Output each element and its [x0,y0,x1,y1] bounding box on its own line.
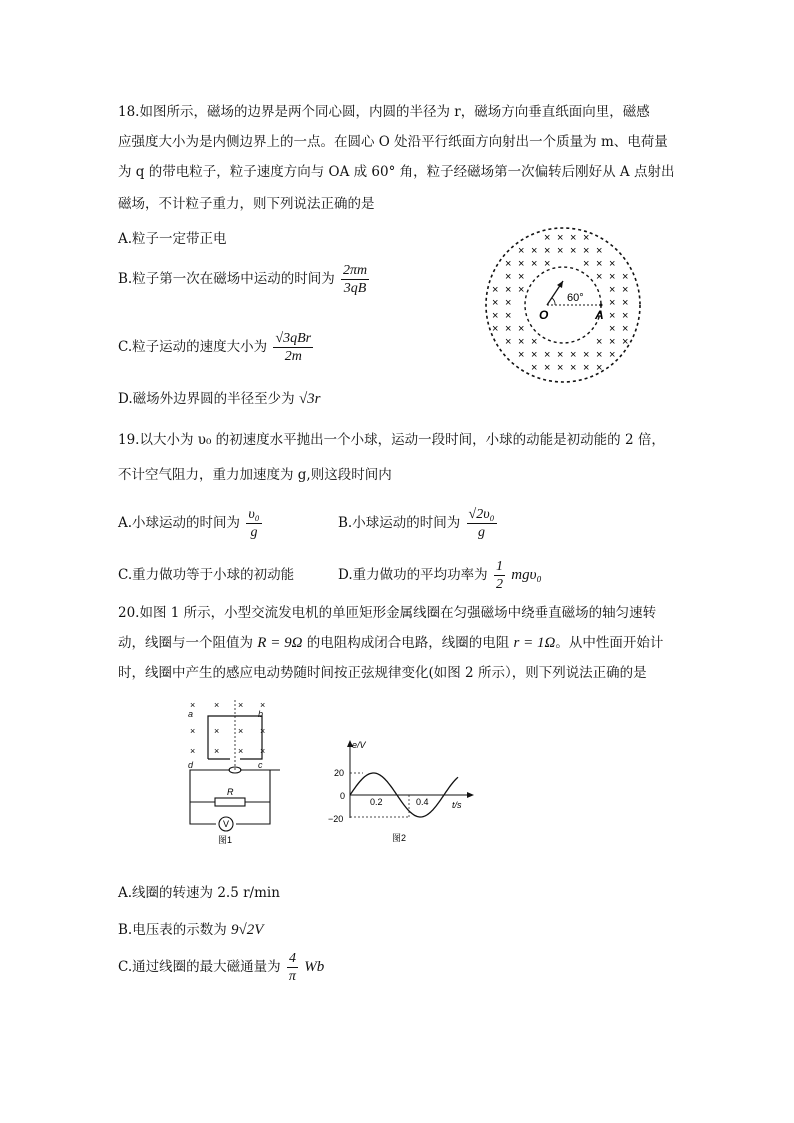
field-cross: × [531,362,538,374]
q18-option-d [118,390,321,408]
field-cross: × [557,232,564,244]
field-cross: × [531,258,538,270]
q20-line2-part-a: 动，线圈与一个阻值为 [118,635,258,651]
q20-line3: 时，线圈中产生的感应电动势随时间按正弦规律变化(如图 2 所示），则下列说法正确的是 [118,665,647,681]
y-tick-20: 20 [334,768,345,778]
field-cross: × [583,245,590,257]
arrow-head [557,281,563,288]
fraction-denominator: π [288,969,296,984]
y-tick-0: 0 [340,791,346,801]
q20-option-c-tail: Wb [304,959,325,975]
fraction-numerator: υ₀ [248,507,260,522]
q20-line2-part-b: 的电阻构成闭合电路，线圈的电阻 [302,635,514,651]
resistor [215,798,245,806]
q20-line2-part-c: 。从中性面开始计 [555,635,664,651]
field-cross: × [596,258,603,270]
label-b: b [258,709,264,719]
fraction-denominator: 2m [284,349,302,364]
field-cross: × [505,297,512,309]
field-cross: × [609,323,616,335]
field-cross: × [570,232,577,244]
angle-arc [552,298,555,305]
field-cross: × [557,349,564,361]
field-cross: × [531,336,538,348]
figure2-caption: 图2 [392,833,407,843]
fraction-numerator: √3qBr [275,331,312,346]
field-cross: × [518,258,525,270]
field-cross: × [544,362,551,374]
field-cross: × [518,245,525,257]
q18-option-c [118,330,315,365]
x-axis-arrow [467,792,474,798]
field-cross: × [492,284,499,296]
field-cross: × [260,700,266,710]
magnetic-field-crosses [492,232,628,374]
field-cross: × [492,297,499,309]
field-cross: × [609,297,616,309]
q19-option-c: C.重力做功等于小球的初动能 [118,567,295,583]
field-cross: × [505,336,512,348]
resistor-label: R [227,787,234,797]
field-cross: × [609,310,616,322]
field-cross: × [518,271,525,283]
field-cross: × [518,323,525,335]
q18-option-d-math: √3r [298,391,321,407]
field-cross: × [505,271,512,283]
label-c: c [258,760,263,770]
fraction-numerator: 2πm [343,263,368,278]
field-cross: × [544,245,551,257]
field-cross: × [238,700,244,710]
field-cross: × [238,746,244,756]
field-cross: × [570,245,577,257]
field-cross: × [214,746,220,756]
q19-line1: 19.以大小为 υ₀ 的初速度水平抛出一个小球，运动一段时间，小球的动能是初动能的 2 倍， [118,432,665,448]
center-label-o: O [539,308,549,322]
field-cross: × [609,258,616,270]
label-d: d [188,760,194,770]
label-a: a [188,709,194,719]
q19-option-a [118,506,264,541]
wire-right [236,770,270,824]
q18-option-b-fraction [341,262,369,297]
field-cross: × [596,362,603,374]
field-cross: × [505,258,512,270]
field-crosses [190,700,265,756]
field-cross: × [544,232,551,244]
angle-label: 60° [567,292,584,304]
x-tick-0-2: 0.2 [370,797,383,807]
q18-option-c-fraction [273,330,313,365]
field-cross: × [609,336,616,348]
field-cross: × [518,336,525,348]
fraction-denominator: 3qB [343,281,367,296]
figure1-caption: 图1 [218,835,233,845]
field-cross: × [531,245,538,257]
q20-option-b-math: 9√2V [231,922,264,938]
q19-option-a-text: A.小球运动的时间为 [118,515,241,531]
q18-magnetic-field-figure [483,225,643,385]
fraction-denominator: g [250,525,258,540]
fraction-numerator: 1 [495,559,503,574]
fraction-numerator: 4 [288,951,296,966]
field-cross: × [544,349,551,361]
y-tick-neg20: −20 [328,814,344,824]
q19-option-a-fraction [246,506,261,541]
q19-option-b [338,506,499,541]
field-cross: × [190,746,196,756]
field-cross: × [557,362,564,374]
field-cross: × [596,271,603,283]
field-cross: × [518,284,525,296]
field-cross: × [583,362,590,374]
field-cross: × [492,310,499,322]
field-cross: × [596,245,603,257]
field-cross: × [609,349,616,361]
q19-option-b-text: B.小球运动的时间为 [338,515,461,531]
field-cross: × [505,310,512,322]
point-a-dot [600,304,603,307]
field-cross: × [492,323,499,335]
field-cross: × [583,349,590,361]
q19-option-d-fraction [494,558,505,593]
q18-option-b-text: B.粒子第一次在磁场中运动的时间为 [118,271,335,287]
q18-line1: 18.如图所示，磁场的边界是两个同心圆，内圆的半径为 r，磁场方向垂直纸面向里，磁感 [118,104,650,120]
q20-option-c [118,950,324,985]
q19-line2: 不计空气阻力，重力加速度为 g,则这段时间内 [118,467,392,483]
field-cross: × [609,284,616,296]
q18-line4: 磁场，不计粒子重力，则下列说法正确的是 [118,196,375,212]
field-cross: × [596,349,603,361]
q20-resistance-r-big: R = 9Ω [257,635,303,651]
q19-option-b-fraction [467,506,497,541]
fraction-denominator: 2 [495,577,503,592]
field-cross: × [622,310,629,322]
q18-line2: 应强度大小为是内侧边界上的一点。在圆心 O 处沿平行纸面方向射出一个质量为 m、电荷量 [118,134,668,150]
field-cross: × [190,726,196,736]
field-cross: × [214,726,220,736]
q20-line1: 20.如图 1 所示，小型交流发电机的单匝矩形金属线圈在匀强磁场中绕垂直磁场的轴匀速转 [118,605,657,621]
field-cross: × [260,726,266,736]
field-cross: × [544,258,551,270]
field-cross: × [260,746,266,756]
q18-option-b [118,262,371,297]
field-cross: × [596,336,603,348]
field-cross: × [583,258,590,270]
q20-resistance-r-small: r = 1Ω [513,635,556,651]
x-tick-0-4: 0.4 [416,797,429,807]
field-cross: × [570,362,577,374]
q19-option-d [338,558,542,593]
field-cross: × [622,297,629,309]
field-cross: × [583,232,590,244]
q20-line2 [118,634,663,652]
q20-option-a: A.线圈的转速为 2.5 r/min [118,885,280,901]
q19-option-d-tail: mgυ₀ [511,567,542,583]
q20-option-b-text: B.电压表的示数为 [118,922,227,938]
fraction-numerator: √2υ₀ [468,507,495,522]
field-cross: × [609,271,616,283]
q19-option-d-text: D.重力做功的平均功率为 [338,567,488,583]
q18-option-d-text: D.磁场外边界圆的半径至少为 [118,391,295,407]
field-cross: × [190,700,196,710]
q20-option-b [118,921,263,939]
field-cross: × [622,284,629,296]
field-cross: × [214,700,220,710]
voltmeter-label: V [223,819,230,829]
field-cross: × [238,726,244,736]
point-label-a: A [595,308,604,322]
y-axis-label: e/V [352,740,366,750]
q20-figure2-graph [320,736,480,846]
x-axis-label: t/s [452,800,462,810]
field-cross: × [570,349,577,361]
field-cross: × [557,245,564,257]
q18-line3: 为 q 的带电粒子，粒子速度方向与 OA 成 60° 角，粒子经磁场第一次偏转后刚好从 A 点射出 [118,164,675,180]
field-cross: × [622,271,629,283]
field-cross: × [622,323,629,335]
field-cross: × [505,284,512,296]
q20-figure1-circuit [180,696,280,846]
field-cross: × [505,323,512,335]
q18-option-a: A.粒子一定带正电 [118,231,227,247]
wire-left [190,770,230,824]
q20-option-c-fraction [287,950,298,985]
fraction-denominator: g [478,525,485,540]
field-cross: × [622,336,629,348]
field-cross: × [518,349,525,361]
q20-option-c-text: C.通过线圈的最大磁通量为 [118,959,281,975]
q18-option-c-text: C.粒子运动的速度大小为 [118,339,268,355]
field-cross: × [531,349,538,361]
